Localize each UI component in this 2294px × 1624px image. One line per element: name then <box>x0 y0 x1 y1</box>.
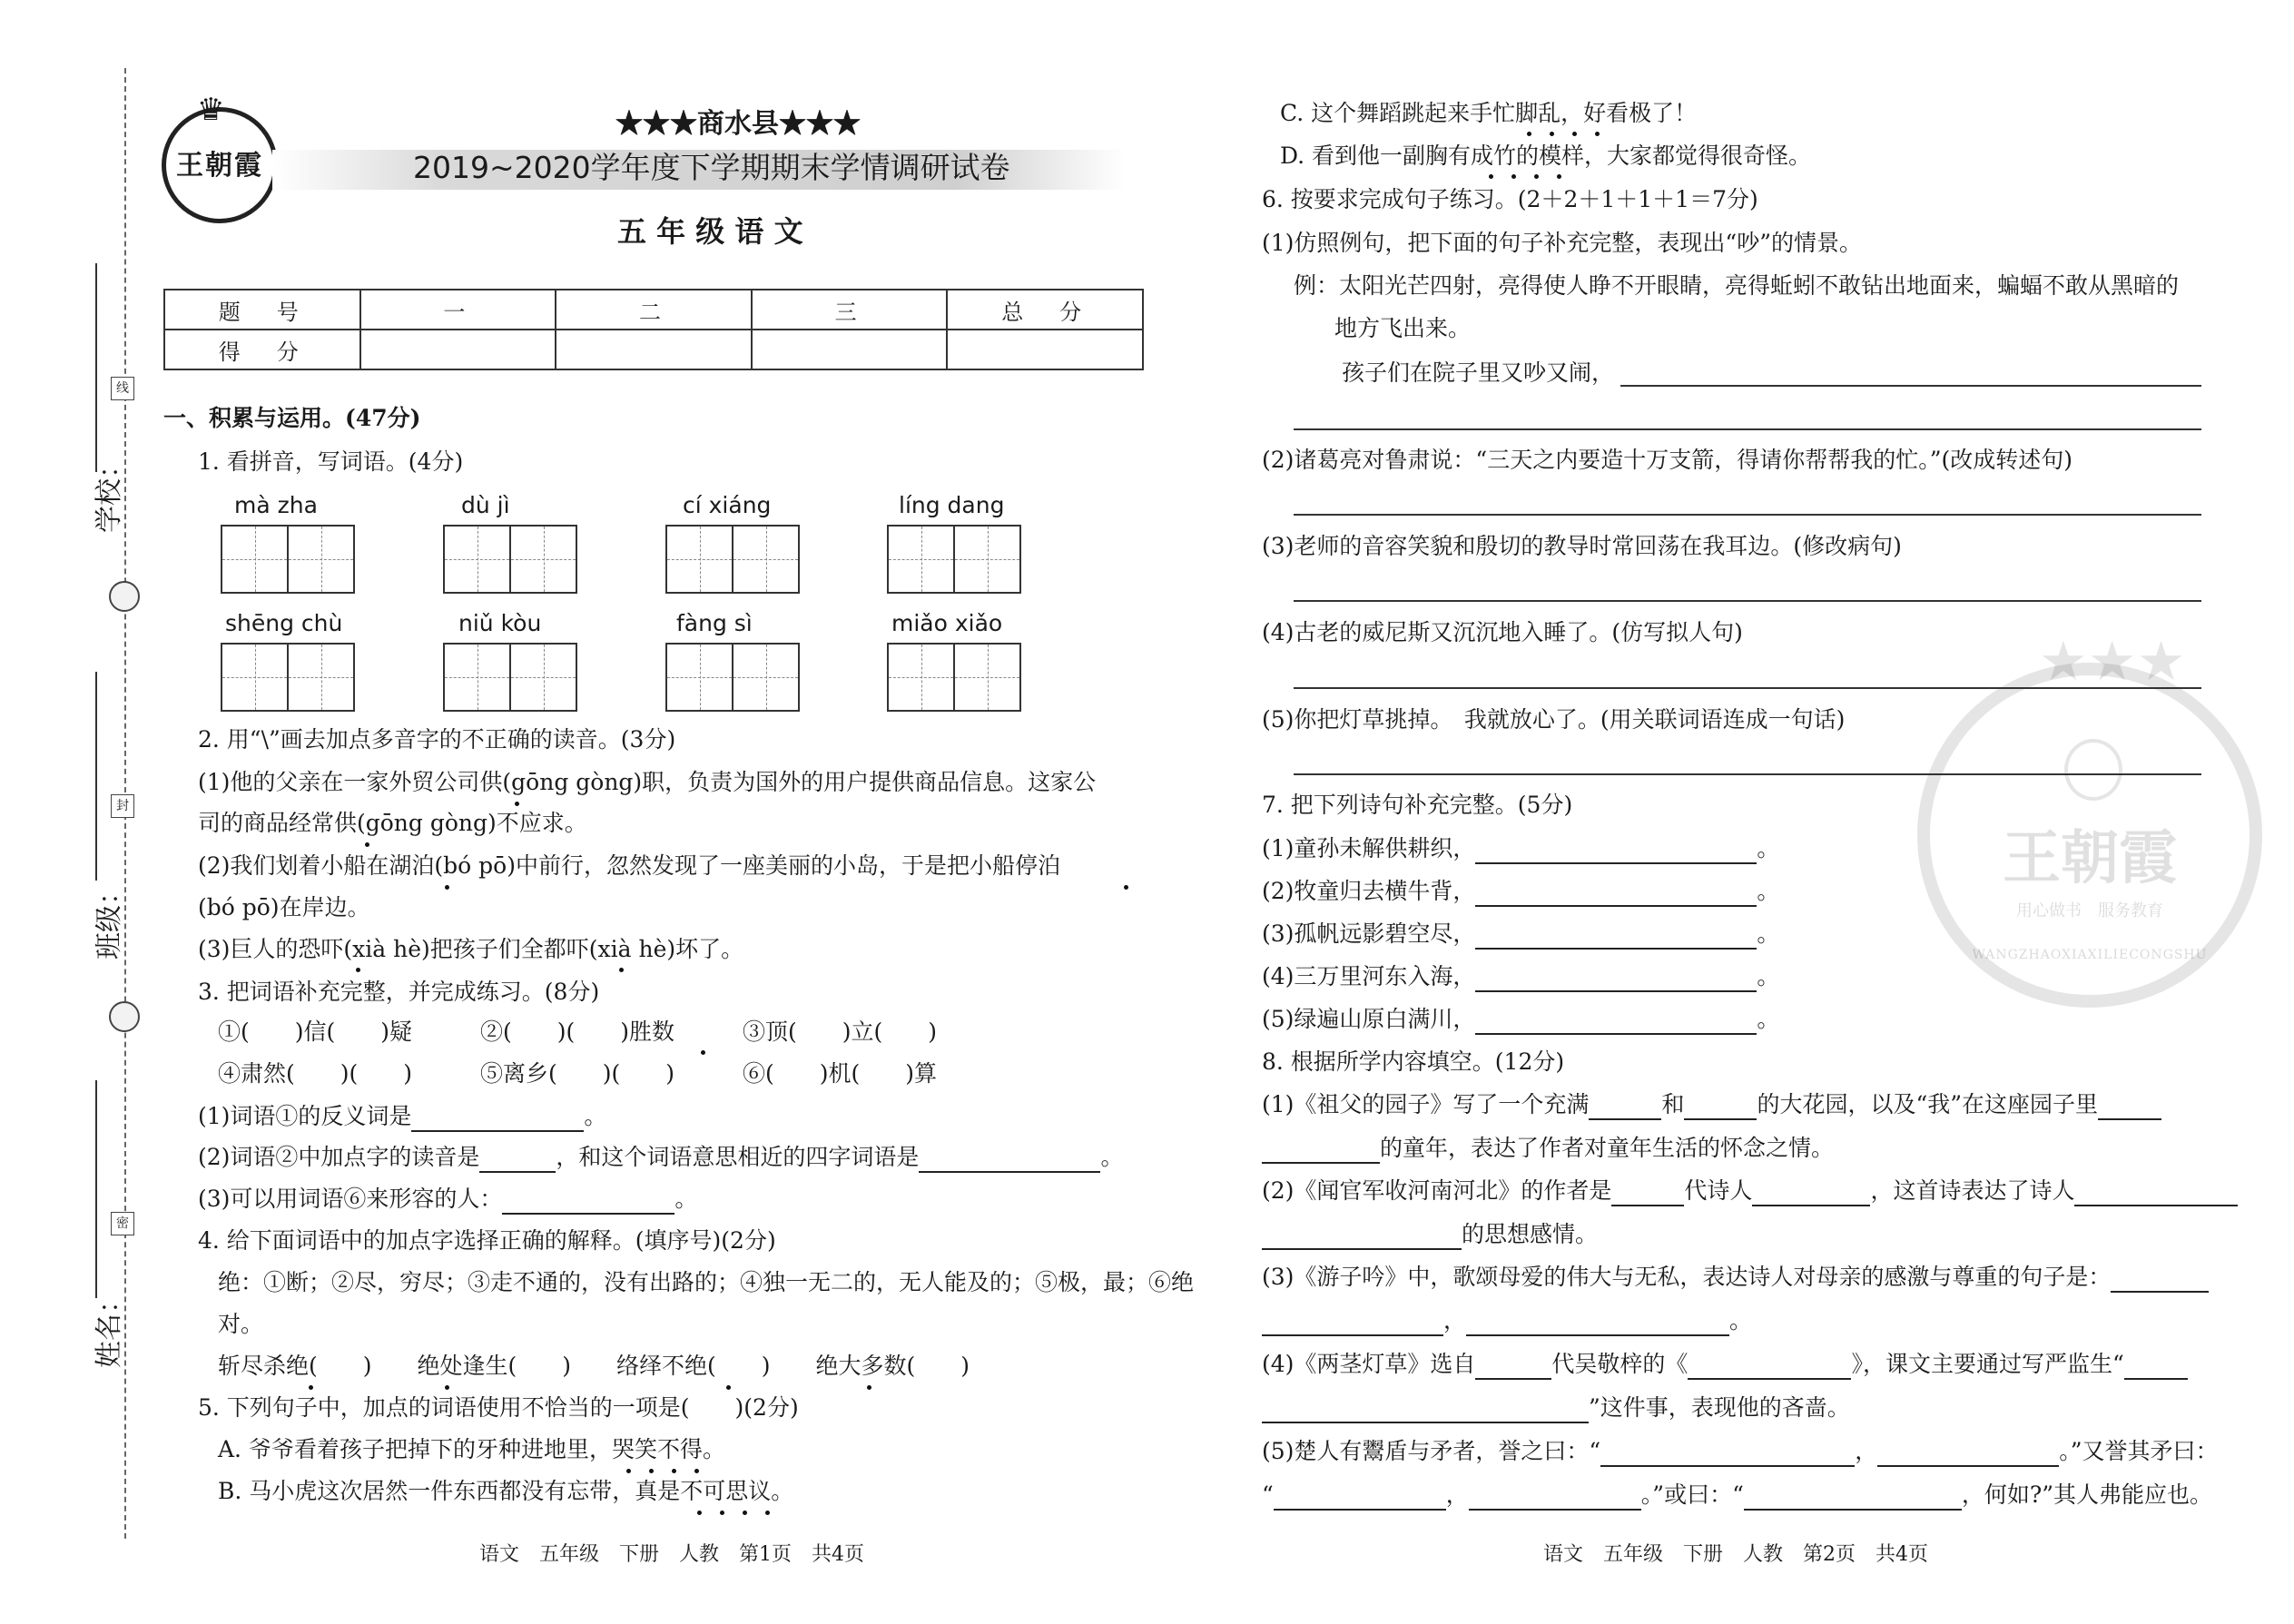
answer-blank[interactable] <box>1475 1354 1551 1380</box>
q2-line: 司的商品经常供(gōng gòng)不应求。 <box>198 810 587 836</box>
emphasis-dot <box>515 802 519 806</box>
answer-blank[interactable] <box>1475 839 1757 864</box>
pinyin-label: niǔ kòu <box>458 610 542 636</box>
name-blank-line <box>95 1080 97 1298</box>
answer-blank[interactable] <box>2098 1095 2161 1120</box>
pinyin-label: líng dang <box>899 492 1005 518</box>
q8-text: ，这首诗表达了诗人 <box>1870 1177 2075 1204</box>
subject-title: 五 年 级 语 文 <box>617 214 803 249</box>
q8-text: (1)《祖父的园子》写了一个充满 <box>1262 1091 1590 1117</box>
q8-text: ， <box>1855 1438 1878 1464</box>
footer-left: 语文 五年级 下册 人教 第1页 共4页 <box>479 1543 864 1566</box>
score-table <box>163 289 1144 370</box>
q1-title: 1. 看拼音，写词语。(4分) <box>198 448 464 475</box>
emphasis-dot <box>1527 132 1531 136</box>
answer-blank[interactable] <box>1475 967 1757 992</box>
emphasis-dot <box>356 968 360 972</box>
q4-title: 4. 给下面词语中的加点字选择正确的解释。(填序号)(2分) <box>198 1227 776 1254</box>
q8-text: ”这件事，表现他的吝啬。 <box>1589 1394 1850 1421</box>
q6-sub1-stem: 孩子们在院子里又吵又闹， <box>1342 359 1615 386</box>
q4-definitions: 绝：①断；②尽，穷尽；③走不通的，没有出路的；④独一无二的，无人能及的；⑤极，最；⑥绝 <box>218 1269 1195 1295</box>
emphasis-dot <box>765 1511 770 1515</box>
answer-blank[interactable] <box>1262 1398 1589 1423</box>
q4-definitions: 对。 <box>218 1311 264 1337</box>
score-input-cell[interactable] <box>360 330 556 369</box>
answer-blank[interactable] <box>1262 1225 1462 1250</box>
answer-blank[interactable] <box>1262 1311 1443 1336</box>
pinyin-label: shēng chù <box>225 610 343 636</box>
q6-example: 例：太阳光芒四射，亮得使人睁不开眼睛，亮得蚯蚓不敢钻出地面来，蝙蝠不敢从黑暗的 <box>1294 272 2180 299</box>
emphasis-dot <box>697 1511 702 1515</box>
q3-sub2-text: ，和这个词语意思相近的四字词语是 <box>556 1144 920 1170</box>
q6-sub3: (3)老师的音容笑貌和殷切的教导时常回荡在我耳边。(修改病句) <box>1262 533 1902 559</box>
seal-icon <box>109 1001 140 1032</box>
writing-grid[interactable] <box>665 525 800 594</box>
emphasis-dot <box>1595 132 1600 136</box>
writing-grid[interactable] <box>443 525 577 594</box>
q8-text: (4)《两茎灯草》选自 <box>1262 1351 1476 1377</box>
writing-grid[interactable] <box>221 643 355 712</box>
name-label: 姓名： <box>94 1286 125 1368</box>
answer-blank[interactable] <box>2074 1181 2238 1206</box>
q6-title: 6. 按要求完成句子练习。(2＋2＋1＋1＋1＝7分) <box>1262 186 1758 212</box>
q8-sub2 <box>1262 1176 2238 1206</box>
emphasis-dot <box>445 885 449 890</box>
end-mark: 。 <box>1757 920 1780 947</box>
q3-sub2 <box>198 1142 1123 1173</box>
end-mark: 。 <box>1757 878 1780 904</box>
emphasis-dot <box>626 1469 631 1473</box>
emphasis-dot <box>867 1385 871 1390</box>
class-label: 班级： <box>94 878 125 960</box>
q2-line: (2)我们划着小船在湖泊(bó pō)中前行，忽然发现了一座美丽的小岛，于是把小船停泊 <box>198 852 1060 879</box>
answer-blank[interactable] <box>1475 1009 1757 1035</box>
q7-verse: (1)童孙未解供耕织， <box>1262 835 1476 861</box>
table-cell: 题 号 <box>164 290 360 330</box>
logo-badge <box>162 92 278 223</box>
binding-mark-secret: 密 <box>111 1212 134 1235</box>
emphasis-dot <box>1534 174 1539 179</box>
q8-title: 8. 根据所学内容填空。(12分) <box>1262 1048 1565 1075</box>
watermark-ring-text: WANGZHAOXIAXILIECONGSHU <box>1972 948 2208 962</box>
q3-title: 3. 把词语补充完整，并完成练习。(8分) <box>198 979 600 1005</box>
emphasis-dot <box>1557 174 1561 179</box>
answer-blank[interactable] <box>502 1189 674 1215</box>
emphasis-dot <box>1124 885 1128 890</box>
emphasis-dot <box>1572 132 1577 136</box>
exam-title: 2019~2020学年度下学期期末学情调研试卷 <box>413 150 1010 185</box>
q8-sub3-cont <box>1262 1305 1752 1336</box>
watermark-seal <box>1917 630 2262 1008</box>
emphasis-dot <box>726 1385 731 1390</box>
emphasis-dot <box>672 1469 676 1473</box>
school-label: 学校： <box>94 451 125 533</box>
end-mark: 。 <box>674 1186 698 1212</box>
q3-sub1 <box>198 1101 606 1132</box>
pinyin-label: mà zha <box>234 492 318 518</box>
county-title: ★★★商水县★★★ <box>615 108 861 140</box>
end-mark: 。 <box>1100 1144 1124 1170</box>
answer-blank[interactable] <box>1589 1095 1661 1120</box>
answer-blank[interactable] <box>411 1107 584 1132</box>
q7-item <box>1262 961 1779 992</box>
answer-blank[interactable] <box>1744 1485 1962 1511</box>
q8-text: (3)《游子吟》中，歌颂母爱的伟大与无私，表达诗人对母亲的感激与尊重的句子是： <box>1262 1264 2112 1290</box>
q5-option-d: D. 看到他一副胸有成竹的模样，大家都觉得很奇怪。 <box>1280 143 1812 169</box>
emphasis-dot <box>619 968 624 972</box>
answer-blank[interactable] <box>1466 1311 1729 1336</box>
answer-line[interactable] <box>1294 514 2201 516</box>
q7-item <box>1262 876 1779 907</box>
writing-grid[interactable] <box>221 525 355 594</box>
q8-sub1-cont <box>1262 1133 1834 1164</box>
table-cell: 一 <box>360 290 556 330</box>
q8-text: 。”或曰：“ <box>1640 1481 1744 1508</box>
seal-icon <box>109 581 140 612</box>
q7-title: 7. 把下列诗句补充完整。(5分) <box>1262 792 1573 818</box>
q8-text: 》，课文主要通过写严监生“ <box>1851 1351 2124 1377</box>
q3-sub3-text: (3)可以用词语⑥来形容的人： <box>198 1186 503 1212</box>
answer-line[interactable] <box>1294 773 2201 775</box>
answer-blank[interactable] <box>1469 1485 1641 1511</box>
answer-blank[interactable] <box>1475 881 1757 907</box>
q8-text: 。 <box>1729 1307 1753 1334</box>
q8-text: (5)楚人有鬻盾与矛者，誉之曰：“ <box>1262 1438 1601 1464</box>
q7-item <box>1262 919 1779 950</box>
q7-verse: (3)孤帆远影碧空尽， <box>1262 920 1476 947</box>
end-mark: 。 <box>584 1103 607 1129</box>
answer-blank[interactable] <box>919 1147 1100 1173</box>
q2-line: (3)巨人的恐吓(xià hè)把孩子们全都吓(xià hè)坏了。 <box>198 936 744 962</box>
answer-line[interactable] <box>1294 428 2201 430</box>
q8-text: 和 <box>1661 1091 1685 1117</box>
watermark-name: 王朝霞 <box>2003 824 2177 892</box>
emphasis-dot <box>1550 132 1554 136</box>
q6-sub5: (5)你把灯草挑掉。 我就放心了。(用关联词语连成一句话) <box>1262 706 1846 733</box>
q2-title: 2. 用“\”画去加点多音字的不正确的读音。(3分) <box>198 726 676 753</box>
pinyin-label: miǎo xiǎo <box>891 610 1003 636</box>
emphasis-dot <box>445 1385 449 1390</box>
q7-item <box>1262 1004 1779 1035</box>
emphasis-dot <box>365 842 369 847</box>
table-cell: 二 <box>556 290 752 330</box>
q2-line: (1)他的父亲在一家外贸公司供(gōng gòng)职，负责为国外的用户提供商品信息。这家公 <box>198 769 1097 795</box>
score-input-cell[interactable] <box>752 330 948 369</box>
answer-blank[interactable] <box>1684 1095 1757 1120</box>
emphasis-dot <box>694 1469 699 1473</box>
q3-sub2-text: (2)词语②中加点字的读音是 <box>198 1144 480 1170</box>
q3-sub1-text: (1)词语①的反义词是 <box>198 1103 412 1129</box>
q7-verse: (2)牧童归去横牛背， <box>1262 878 1476 904</box>
emphasis-dot <box>649 1469 654 1473</box>
answer-blank[interactable] <box>1877 1442 2059 1467</box>
q5-title: 5. 下列句子中，加点的词语使用不恰当的一项是( )(2分) <box>198 1394 799 1421</box>
q8-text: ， <box>1443 1307 1467 1334</box>
watermark-portrait <box>2064 739 2122 801</box>
emphasis-dot <box>309 1385 313 1390</box>
q8-sub1 <box>1262 1089 2161 1120</box>
writing-grid[interactable] <box>665 643 800 712</box>
school-blank-line <box>95 263 97 472</box>
q5-option-a: A. 爷爷看着孩子把掉下的牙种进地里，哭笑不得。 <box>218 1436 725 1462</box>
emphasis-dot <box>1489 174 1493 179</box>
watermark-star-icon: ★★★ <box>2039 630 2186 694</box>
q7-verse: (5)绿遍山原白满川， <box>1262 1006 1476 1032</box>
pinyin-label: dù jì <box>461 492 510 518</box>
score-input-cell[interactable] <box>947 330 1143 369</box>
answer-blank[interactable] <box>479 1147 556 1173</box>
q5-option-c: C. 这个舞蹈跳起来手忙脚乱，好看极了！ <box>1280 100 1698 126</box>
q7-verse: (4)三万里河东入海， <box>1262 963 1476 989</box>
q8-sub4-cont <box>1262 1393 1850 1423</box>
class-blank-line <box>95 672 97 881</box>
answer-line[interactable] <box>1620 385 2201 387</box>
answer-line[interactable] <box>1294 687 2201 689</box>
score-table-row <box>164 290 1143 330</box>
end-mark: 。 <box>1757 1006 1780 1032</box>
q4-items[interactable]: 斩尽杀绝( ) 绝处逢生( ) 络绎不绝( ) 绝大多数( ) <box>218 1353 970 1379</box>
q8-text: 。”又誉其矛曰： <box>2059 1438 2219 1464</box>
answer-blank[interactable] <box>2124 1354 2188 1380</box>
q3-blanks-row[interactable]: ④肃然( )( ) ⑤离乡( )( ) ⑥( )机( )算 <box>218 1060 938 1087</box>
answer-blank[interactable] <box>1752 1181 1870 1206</box>
q8-text: 代吴敬梓的《 <box>1551 1351 1689 1377</box>
q8-text: 的大花园，以及“我”在这座园子里 <box>1757 1091 2099 1117</box>
q8-sub3 <box>1262 1262 2209 1293</box>
q8-sub2-cont <box>1262 1219 1598 1250</box>
answer-blank[interactable] <box>2111 1267 2209 1293</box>
pinyin-label: fàng sì <box>676 610 753 636</box>
q3-sub3 <box>198 1184 697 1215</box>
answer-blank[interactable] <box>1611 1181 1684 1206</box>
table-cell: 得 分 <box>164 330 360 369</box>
answer-blank[interactable] <box>1600 1442 1855 1467</box>
answer-blank[interactable] <box>1688 1354 1851 1380</box>
pinyin-label: cí xiáng <box>683 492 772 518</box>
q8-sub5-cont <box>1262 1480 2212 1511</box>
q8-text: ， <box>1445 1481 1469 1508</box>
logo-crown-icon: ♛ <box>197 92 225 128</box>
q5-option-b: B. 马小虎这次居然一件东西都没有忘带，真是不可思议。 <box>218 1478 794 1504</box>
q6-sub4: (4)古老的威尼斯又沉沉地入睡了。(仿写拟人句) <box>1262 619 1743 645</box>
writing-grid[interactable] <box>887 525 1021 594</box>
section1-heading: 一、积累与运用。(47分) <box>163 405 421 431</box>
logo-text: 王朝霞 <box>176 150 263 182</box>
q6-sub1: (1)仿照例句，把下面的句子补充完整，表现出“吵”的情景。 <box>1262 230 1862 256</box>
q8-text: “ <box>1262 1481 1274 1508</box>
q8-text: 代诗人 <box>1684 1177 1753 1204</box>
q8-sub4 <box>1262 1349 2188 1380</box>
writing-grid[interactable] <box>887 643 1021 712</box>
answer-blank[interactable] <box>1274 1485 1446 1511</box>
answer-line[interactable] <box>1294 600 2201 602</box>
emphasis-dot <box>701 1050 705 1055</box>
emphasis-dot <box>743 1511 747 1515</box>
answer-blank[interactable] <box>1262 1138 1380 1164</box>
q8-sub5 <box>1262 1436 2219 1467</box>
q7-item <box>1262 833 1779 864</box>
end-mark: 。 <box>1757 963 1780 989</box>
q6-sub2: (2)诸葛亮对鲁肃说：“三天之内要造十万支箭，得请你帮帮我的忙。”(改成转述句) <box>1262 447 2072 473</box>
q3-blanks-row[interactable]: ①( )信( )疑 ②( )( )胜数 ③顶( )立( ) <box>218 1019 938 1045</box>
emphasis-dot <box>1511 174 1516 179</box>
q2-line: (bó pō)在岸边。 <box>198 894 370 920</box>
q8-text: 的思想感情。 <box>1462 1221 1599 1247</box>
watermark-slogan: 用心做书 服务教育 <box>2016 901 2163 920</box>
q6-example: 地方飞出来。 <box>1334 315 1472 341</box>
q8-text: 的童年，表达了作者对童年生活的怀念之情。 <box>1380 1135 1835 1161</box>
binding-mark-seal: 封 <box>111 794 134 818</box>
q8-text: (2)《闻官军收河南河北》的作者是 <box>1262 1177 1612 1204</box>
score-input-cell[interactable] <box>556 330 752 369</box>
writing-grid[interactable] <box>443 643 577 712</box>
q8-text: ，何如?”其人弗能应也。 <box>1961 1481 2213 1508</box>
answer-blank[interactable] <box>1475 924 1757 950</box>
table-cell: 三 <box>752 290 948 330</box>
footer-right: 语文 五年级 下册 人教 第2页 共4页 <box>1543 1543 1928 1566</box>
emphasis-dot <box>720 1511 724 1515</box>
table-cell: 总 分 <box>947 290 1143 330</box>
score-table-row <box>164 330 1143 369</box>
end-mark: 。 <box>1757 835 1780 861</box>
binding-mark-line: 线 <box>111 377 134 400</box>
